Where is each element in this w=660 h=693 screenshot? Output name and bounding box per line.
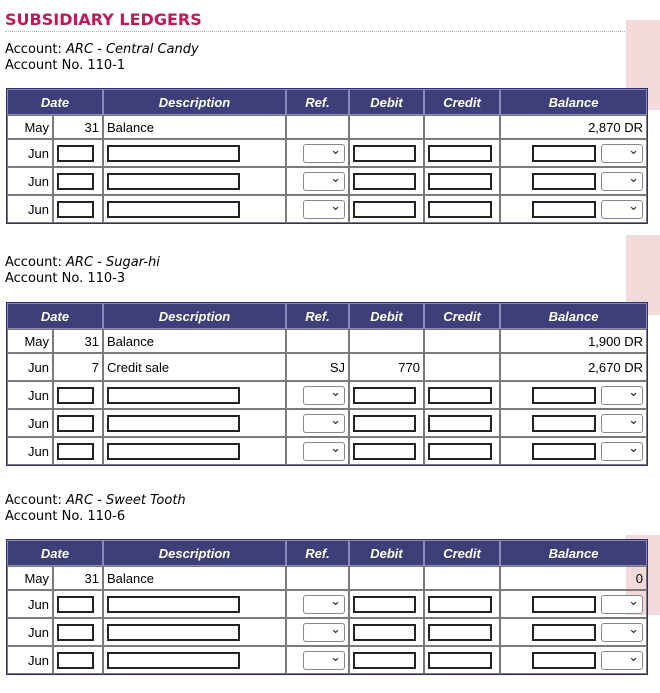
credit-input[interactable] bbox=[428, 145, 492, 162]
description-input[interactable] bbox=[107, 624, 240, 641]
account-header bbox=[5, 42, 199, 74]
debit-input[interactable] bbox=[353, 201, 416, 218]
account-no-label: Account No. bbox=[5, 58, 84, 73]
row-balance: 0 bbox=[500, 566, 647, 590]
day-cell bbox=[53, 646, 103, 674]
row-debit bbox=[349, 115, 424, 139]
ref-select[interactable] bbox=[303, 623, 345, 642]
balance-input[interactable] bbox=[532, 387, 596, 404]
col-header-balance: Balance bbox=[500, 540, 647, 566]
description-input[interactable] bbox=[107, 596, 240, 613]
row-month: May bbox=[7, 566, 53, 590]
row-ref bbox=[286, 115, 349, 139]
description-cell bbox=[103, 618, 286, 646]
balance-cell bbox=[500, 381, 647, 409]
debit-input[interactable] bbox=[353, 387, 416, 404]
debit-input[interactable] bbox=[353, 415, 416, 432]
balance-input[interactable] bbox=[532, 415, 596, 432]
row-day: 31 bbox=[53, 566, 103, 590]
description-cell bbox=[103, 646, 286, 674]
col-header-ref: Ref. bbox=[286, 540, 349, 566]
chevron-down-icon: ⌄ bbox=[330, 170, 341, 185]
day-input[interactable] bbox=[57, 624, 94, 641]
row-ref bbox=[286, 329, 349, 353]
col-header-description: Description bbox=[103, 89, 286, 115]
ref-select[interactable] bbox=[303, 595, 345, 614]
account-name: ARC - Sweet Tooth bbox=[66, 493, 186, 508]
row-day: 7 bbox=[53, 353, 103, 381]
ref-cell bbox=[286, 409, 349, 437]
ledger-table bbox=[6, 88, 648, 224]
balance-type-select[interactable] bbox=[601, 386, 643, 405]
row-day: 31 bbox=[53, 329, 103, 353]
balance-input[interactable] bbox=[532, 443, 596, 460]
chevron-down-icon: ⌄ bbox=[330, 198, 341, 213]
balance-type-select[interactable] bbox=[601, 414, 643, 433]
account-number: 110-3 bbox=[87, 271, 126, 286]
col-header-date: Date bbox=[7, 303, 103, 329]
balance-input[interactable] bbox=[532, 624, 596, 641]
account-number: 110-6 bbox=[87, 509, 126, 524]
balance-cell bbox=[500, 409, 647, 437]
balance-cell bbox=[500, 437, 647, 465]
ref-cell bbox=[286, 381, 349, 409]
day-input[interactable] bbox=[57, 173, 94, 190]
row-debit: 770 bbox=[349, 353, 424, 381]
col-header-credit: Credit bbox=[424, 89, 500, 115]
credit-input[interactable] bbox=[428, 443, 492, 460]
day-input[interactable] bbox=[57, 201, 94, 218]
input-row bbox=[7, 167, 647, 195]
description-input[interactable] bbox=[107, 387, 240, 404]
debit-input[interactable] bbox=[353, 624, 416, 641]
day-cell bbox=[53, 437, 103, 465]
col-header-credit: Credit bbox=[424, 303, 500, 329]
description-cell bbox=[103, 590, 286, 618]
balance-input[interactable] bbox=[532, 201, 596, 218]
row-month: Jun bbox=[7, 195, 53, 223]
chevron-down-icon: ⌄ bbox=[628, 621, 639, 636]
ref-select[interactable] bbox=[303, 200, 345, 219]
description-input[interactable] bbox=[107, 145, 240, 162]
ledger-table bbox=[6, 539, 648, 675]
description-input[interactable] bbox=[107, 415, 240, 432]
debit-cell bbox=[349, 139, 424, 167]
ref-select[interactable] bbox=[303, 442, 345, 461]
row-month: Jun bbox=[7, 381, 53, 409]
balance-input[interactable] bbox=[532, 652, 596, 669]
credit-cell bbox=[424, 646, 500, 674]
chevron-down-icon: ⌄ bbox=[330, 142, 341, 157]
description-cell bbox=[103, 139, 286, 167]
header-row bbox=[7, 89, 647, 115]
description-input[interactable] bbox=[107, 201, 240, 218]
day-cell bbox=[53, 139, 103, 167]
row-month: Jun bbox=[7, 590, 53, 618]
day-input[interactable] bbox=[57, 415, 94, 432]
debit-cell bbox=[349, 195, 424, 223]
table-row bbox=[7, 353, 647, 381]
balance-cell bbox=[500, 139, 647, 167]
row-month: Jun bbox=[7, 646, 53, 674]
input-row bbox=[7, 139, 647, 167]
input-row bbox=[7, 646, 647, 674]
ref-cell bbox=[286, 590, 349, 618]
description-cell bbox=[103, 437, 286, 465]
debit-cell bbox=[349, 381, 424, 409]
chevron-down-icon: ⌄ bbox=[628, 412, 639, 427]
row-month: Jun bbox=[7, 409, 53, 437]
debit-input[interactable] bbox=[353, 173, 416, 190]
input-row bbox=[7, 381, 647, 409]
row-month: Jun bbox=[7, 618, 53, 646]
day-input[interactable] bbox=[57, 443, 94, 460]
row-credit bbox=[424, 353, 500, 381]
row-credit bbox=[424, 566, 500, 590]
row-day: 31 bbox=[53, 115, 103, 139]
row-credit bbox=[424, 115, 500, 139]
col-header-description: Description bbox=[103, 303, 286, 329]
table-row bbox=[7, 329, 647, 353]
account-label: Account: bbox=[5, 42, 62, 57]
balance-input[interactable] bbox=[532, 145, 596, 162]
row-month: Jun bbox=[7, 437, 53, 465]
chevron-down-icon: ⌄ bbox=[330, 621, 341, 636]
chevron-down-icon: ⌄ bbox=[628, 198, 639, 213]
row-description: Balance bbox=[103, 115, 286, 139]
ref-cell bbox=[286, 195, 349, 223]
row-month: May bbox=[7, 115, 53, 139]
row-description: Credit sale bbox=[103, 353, 286, 381]
chevron-down-icon: ⌄ bbox=[330, 412, 341, 427]
account-label: Account: bbox=[5, 255, 62, 270]
debit-cell bbox=[349, 590, 424, 618]
row-month: Jun bbox=[7, 139, 53, 167]
balance-type-select[interactable] bbox=[601, 442, 643, 461]
col-header-credit: Credit bbox=[424, 540, 500, 566]
balance-cell bbox=[500, 195, 647, 223]
debit-input[interactable] bbox=[353, 443, 416, 460]
day-cell bbox=[53, 590, 103, 618]
col-header-balance: Balance bbox=[500, 89, 647, 115]
debit-cell bbox=[349, 646, 424, 674]
credit-cell bbox=[424, 590, 500, 618]
account-no-label: Account No. bbox=[5, 271, 84, 286]
credit-cell bbox=[424, 139, 500, 167]
credit-input[interactable] bbox=[428, 596, 492, 613]
debit-input[interactable] bbox=[353, 145, 416, 162]
header-row bbox=[7, 540, 647, 566]
ref-cell bbox=[286, 139, 349, 167]
input-row bbox=[7, 618, 647, 646]
row-balance: 2,670 DR bbox=[500, 353, 647, 381]
description-input[interactable] bbox=[107, 652, 240, 669]
balance-type-select[interactable] bbox=[601, 144, 643, 163]
col-header-ref: Ref. bbox=[286, 89, 349, 115]
row-balance: 2,870 DR bbox=[500, 115, 647, 139]
col-header-date: Date bbox=[7, 89, 103, 115]
debit-cell bbox=[349, 409, 424, 437]
col-header-ref: Ref. bbox=[286, 303, 349, 329]
ref-select[interactable] bbox=[303, 651, 345, 670]
chevron-down-icon: ⌄ bbox=[628, 593, 639, 608]
balance-type-select[interactable] bbox=[601, 172, 643, 191]
input-row bbox=[7, 409, 647, 437]
col-header-balance: Balance bbox=[500, 303, 647, 329]
balance-type-select[interactable] bbox=[601, 623, 643, 642]
chevron-down-icon: ⌄ bbox=[628, 384, 639, 399]
row-debit bbox=[349, 566, 424, 590]
ref-select[interactable] bbox=[303, 172, 345, 191]
balance-type-select[interactable] bbox=[601, 200, 643, 219]
col-header-debit: Debit bbox=[349, 89, 424, 115]
day-cell bbox=[53, 618, 103, 646]
chevron-down-icon: ⌄ bbox=[330, 649, 341, 664]
row-description: Balance bbox=[103, 329, 286, 353]
day-cell bbox=[53, 381, 103, 409]
description-cell bbox=[103, 409, 286, 437]
row-ref bbox=[286, 566, 349, 590]
description-cell bbox=[103, 195, 286, 223]
credit-cell bbox=[424, 618, 500, 646]
table-row bbox=[7, 115, 647, 139]
credit-input[interactable] bbox=[428, 415, 492, 432]
row-month: Jun bbox=[7, 353, 53, 381]
input-row bbox=[7, 437, 647, 465]
account-number: 110-1 bbox=[87, 58, 126, 73]
page-title: SUBSIDIARY LEDGERS bbox=[5, 10, 625, 32]
balance-input[interactable] bbox=[532, 596, 596, 613]
debit-cell bbox=[349, 167, 424, 195]
credit-input[interactable] bbox=[428, 387, 492, 404]
debit-input[interactable] bbox=[353, 652, 416, 669]
day-cell bbox=[53, 195, 103, 223]
day-input[interactable] bbox=[57, 145, 94, 162]
ref-select[interactable] bbox=[303, 414, 345, 433]
row-description: Balance bbox=[103, 566, 286, 590]
chevron-down-icon: ⌄ bbox=[330, 384, 341, 399]
day-input[interactable] bbox=[57, 652, 94, 669]
row-month: Jun bbox=[7, 167, 53, 195]
balance-input[interactable] bbox=[532, 173, 596, 190]
ref-cell bbox=[286, 618, 349, 646]
ref-select[interactable] bbox=[303, 386, 345, 405]
col-header-debit: Debit bbox=[349, 540, 424, 566]
day-cell bbox=[53, 167, 103, 195]
balance-cell bbox=[500, 646, 647, 674]
balance-cell bbox=[500, 618, 647, 646]
input-row bbox=[7, 195, 647, 223]
balance-cell bbox=[500, 590, 647, 618]
day-input[interactable] bbox=[57, 387, 94, 404]
account-label: Account: bbox=[5, 493, 62, 508]
description-input[interactable] bbox=[107, 443, 240, 460]
col-header-date: Date bbox=[7, 540, 103, 566]
header-row bbox=[7, 303, 647, 329]
row-ref: SJ bbox=[286, 353, 349, 381]
balance-cell bbox=[500, 167, 647, 195]
account-header bbox=[5, 493, 186, 525]
debit-cell bbox=[349, 618, 424, 646]
row-balance: 1,900 DR bbox=[500, 329, 647, 353]
credit-cell bbox=[424, 167, 500, 195]
credit-cell bbox=[424, 409, 500, 437]
input-row bbox=[7, 590, 647, 618]
credit-input[interactable] bbox=[428, 201, 492, 218]
chevron-down-icon: ⌄ bbox=[628, 440, 639, 455]
balance-type-select[interactable] bbox=[601, 651, 643, 670]
row-debit bbox=[349, 329, 424, 353]
day-input[interactable] bbox=[57, 596, 94, 613]
account-name: ARC - Sugar-hi bbox=[66, 255, 160, 270]
ref-cell bbox=[286, 167, 349, 195]
chevron-down-icon: ⌄ bbox=[628, 142, 639, 157]
chevron-down-icon: ⌄ bbox=[628, 649, 639, 664]
credit-input[interactable] bbox=[428, 652, 492, 669]
ref-cell bbox=[286, 437, 349, 465]
table-row bbox=[7, 566, 647, 590]
credit-input[interactable] bbox=[428, 624, 492, 641]
day-cell bbox=[53, 409, 103, 437]
credit-cell bbox=[424, 195, 500, 223]
chevron-down-icon: ⌄ bbox=[628, 170, 639, 185]
account-name: ARC - Central Candy bbox=[66, 42, 199, 57]
ref-select[interactable] bbox=[303, 144, 345, 163]
chevron-down-icon: ⌄ bbox=[330, 440, 341, 455]
row-month: May bbox=[7, 329, 53, 353]
debit-input[interactable] bbox=[353, 596, 416, 613]
col-header-debit: Debit bbox=[349, 303, 424, 329]
description-cell bbox=[103, 167, 286, 195]
debit-cell bbox=[349, 437, 424, 465]
balance-type-select[interactable] bbox=[601, 595, 643, 614]
chevron-down-icon: ⌄ bbox=[330, 593, 341, 608]
credit-cell bbox=[424, 381, 500, 409]
row-credit bbox=[424, 329, 500, 353]
account-header bbox=[5, 255, 160, 287]
ref-cell bbox=[286, 646, 349, 674]
credit-input[interactable] bbox=[428, 173, 492, 190]
description-cell bbox=[103, 381, 286, 409]
description-input[interactable] bbox=[107, 173, 240, 190]
account-no-label: Account No. bbox=[5, 509, 84, 524]
col-header-description: Description bbox=[103, 540, 286, 566]
ledger-table bbox=[6, 302, 648, 466]
credit-cell bbox=[424, 437, 500, 465]
